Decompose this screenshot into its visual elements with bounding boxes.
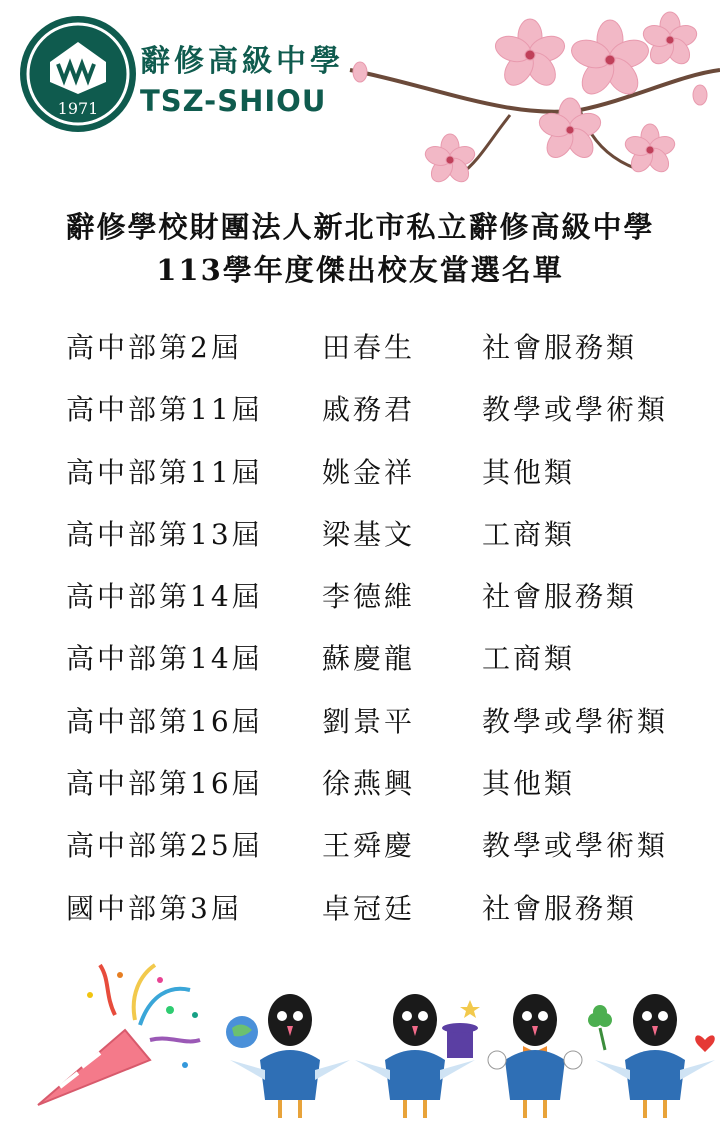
mascot-illustrations bbox=[210, 990, 720, 1125]
honoree-department: 高中部第14屆 bbox=[66, 580, 263, 614]
honoree-department: 高中部第13屆 bbox=[66, 517, 263, 551]
honoree-category: 教學或學術類 bbox=[482, 829, 669, 863]
honoree-list bbox=[0, 320, 720, 943]
honoree-name: 李德維 bbox=[322, 580, 416, 614]
honoree-row bbox=[0, 694, 720, 756]
honoree-category: 其他類 bbox=[482, 767, 576, 801]
honoree-department: 高中部第11屆 bbox=[66, 393, 263, 427]
honoree-category: 工商類 bbox=[482, 517, 576, 551]
school-name-cn: 辭修高級中學 bbox=[140, 44, 344, 79]
honoree-department: 高中部第11屆 bbox=[66, 455, 263, 489]
honoree-department: 高中部第14屆 bbox=[66, 642, 263, 676]
logo-year: 1971 bbox=[57, 99, 99, 118]
honoree-name: 蘇慶龍 bbox=[322, 642, 416, 676]
honoree-row bbox=[0, 569, 720, 631]
honoree-department: 高中部第2屆 bbox=[66, 331, 242, 364]
honoree-department: 國中部第3屆 bbox=[66, 891, 242, 925]
honoree-category: 其他類 bbox=[482, 455, 576, 489]
document-title: 辭修學校財團法人新北市私立辭修高級中學 bbox=[65, 210, 655, 244]
honoree-category: 教學或學術類 bbox=[482, 393, 669, 427]
honoree-name: 田春生 bbox=[322, 331, 416, 364]
school-name-en: TSZ-SHIOU bbox=[140, 84, 327, 118]
school-logo bbox=[18, 14, 138, 134]
honoree-name: 劉景平 bbox=[322, 704, 416, 738]
honoree-name: 梁基文 bbox=[322, 517, 416, 551]
honoree-row bbox=[0, 507, 720, 569]
cherry-blossom-illustration bbox=[340, 0, 720, 200]
honoree-row bbox=[0, 445, 720, 507]
honoree-category: 社會服務類 bbox=[482, 891, 638, 925]
honoree-name: 王舜慶 bbox=[322, 829, 416, 863]
honoree-name: 徐燕興 bbox=[322, 767, 416, 801]
honoree-row bbox=[0, 756, 720, 818]
honoree-name: 姚金祥 bbox=[322, 455, 416, 489]
honoree-department: 高中部第25屆 bbox=[66, 829, 263, 863]
honoree-name: 卓冠廷 bbox=[322, 891, 416, 925]
honoree-row bbox=[0, 818, 720, 880]
honoree-row bbox=[0, 881, 720, 943]
honoree-category: 教學或學術類 bbox=[482, 704, 669, 738]
honoree-department: 高中部第16屆 bbox=[66, 704, 263, 738]
document-subtitle: 113學年度傑出校友當選名單 bbox=[156, 253, 564, 287]
honoree-row bbox=[0, 382, 720, 444]
honoree-department: 高中部第16屆 bbox=[66, 767, 263, 801]
honoree-category: 社會服務類 bbox=[482, 331, 638, 364]
honoree-category: 工商類 bbox=[482, 642, 576, 676]
honoree-category: 社會服務類 bbox=[482, 580, 638, 614]
party-popper-illustration bbox=[20, 955, 205, 1115]
honoree-name: 戚務君 bbox=[322, 393, 416, 427]
honoree-row bbox=[0, 631, 720, 693]
honoree-row bbox=[0, 320, 720, 382]
